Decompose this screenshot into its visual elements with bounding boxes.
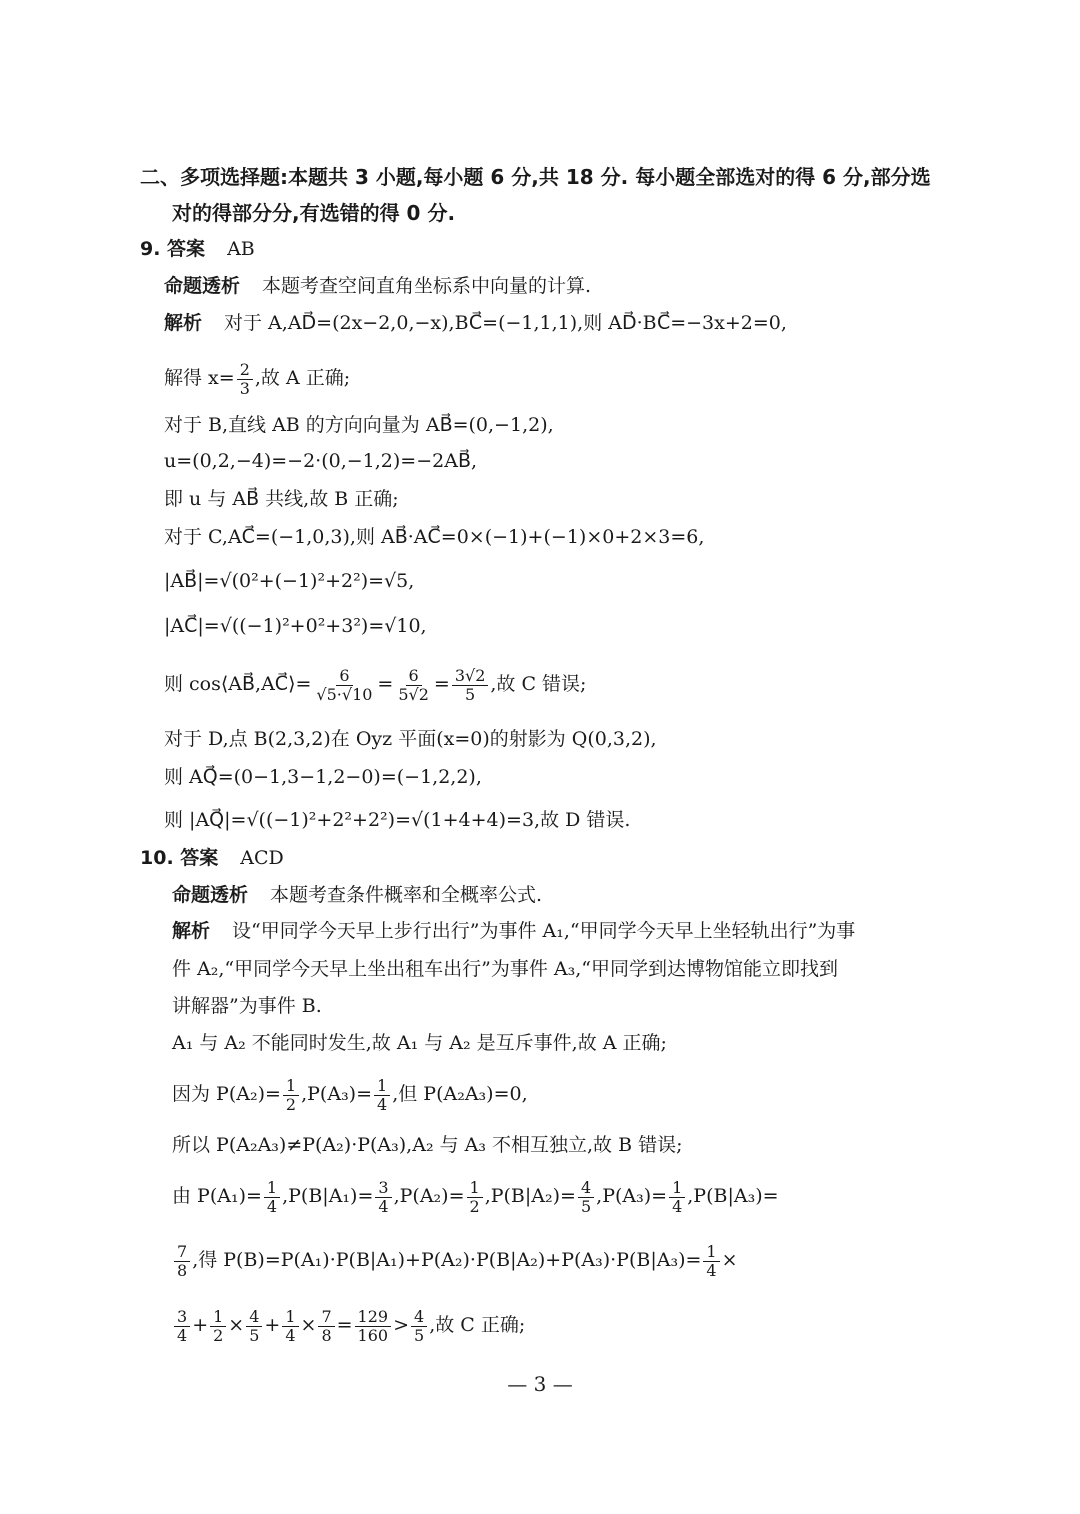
fraction: $\frac{1}{4}$ xyxy=(264,1179,280,1216)
q9-line11: 则 AQ⃗=(0−1,3−1,2−0)=(−1,2,2), xyxy=(164,766,482,788)
fraction: $\frac{4}{5}$ xyxy=(246,1308,262,1345)
q9-line10: 对于 D,点 B(2,3,2)在 Oyz 平面(x=0)的射影为 Q(0,3,2), xyxy=(164,728,657,750)
fraction: $\frac{2}{3}$ xyxy=(237,361,253,398)
q9-line12: 则 |AQ⃗|=√((−1)²+2²+2²)=√(1+4+4)=3,故 D 错误. xyxy=(164,809,631,831)
q9-line5: 即 u 与 AB⃗ 共线,故 B 正确; xyxy=(164,488,399,510)
q9-head: 9. 答案 xyxy=(140,238,206,260)
fraction: $\frac{7}{8}$ xyxy=(318,1308,334,1345)
q9-line4: u=(0,2,−4)=−2·(0,−1,2)=−2AB⃗, xyxy=(164,450,478,472)
q10-line7: 由 P(A₁)= $\frac{1}{4}$ ,P(B|A₁)= $\frac{3}{4}$ ,P(A₂)= $\frac{1}{2}$ ,P(B|A₂)= $\frac{4}{5}$ ,P(A₃)= $\frac{1}{4}$ ,P(B|A₃)= xyxy=(172,1177,779,1216)
q10-line3: 讲解器”为事件 B. xyxy=(172,995,322,1017)
q9-insight-text: 本题考查空间直角坐标系中向量的计算. xyxy=(262,275,592,297)
fraction: $\frac{1}{2}$ xyxy=(467,1179,483,1216)
fraction: $\frac{1}{4}$ xyxy=(703,1243,719,1280)
q9-line6: 对于 C,AC⃗=(−1,0,3),则 AB⃗·AC⃗=0×(−1)+(−1)×0+2×3=6, xyxy=(164,526,705,548)
q9-insight-line xyxy=(164,271,950,301)
section-heading-line1: 二、多项选择题:本题共 3 小题,每小题 6 分,共 18 分. 每小题全部选对的得 6 分,部分选 xyxy=(140,165,931,189)
q9-text-l1: 对于 A,AD⃗=(2x−2,0,−x),BC⃗=(−1,1,1),则 AD⃗·BC⃗=−3x+2=0, xyxy=(224,312,787,334)
fraction: $\frac{6}{5√2}$ xyxy=(398,665,429,704)
q10-line9: $\frac{3}{4}$ + $\frac{1}{2}$ × $\frac{4}{5}$ + $\frac{1}{4}$ × $\frac{7}{8}$ = $\frac{129}{160}$ > $\frac{4}{5}$ ,故 C 正确; xyxy=(172,1305,950,1345)
fraction: $\frac{1}{4}$ xyxy=(282,1308,298,1345)
q10-insight-label: 命题透析 xyxy=(172,884,249,906)
q10-answer-line xyxy=(140,843,950,873)
q10-line2: 件 A₂,“甲同学今天早上坐出租车出行”为事件 A₃,“甲同学到达博物馆能立即找到 xyxy=(172,958,838,980)
q10-head: 10. 答案 xyxy=(140,847,219,869)
fraction: $\frac{129}{160}$ xyxy=(355,1308,392,1345)
fraction: $\frac{3}{4}$ xyxy=(375,1179,391,1216)
section-heading-line2: 对的得部分分,有选错的得 0 分. xyxy=(172,201,456,225)
q9-insight-label: 命题透析 xyxy=(164,275,241,297)
q10-line4: A₁ 与 A₂ 不能同时发生,故 A₁ 与 A₂ 是互斥事件,故 A 正确; xyxy=(172,1032,667,1054)
q9-line9: 则 cos⟨AB⃗,AC⃗⟩= $\frac{6}{√5\cdot√10}$ = $\frac{6}{5√2}$ = $\frac{3√2}{5}$ ,故 C 错误; xyxy=(164,665,587,704)
fraction: $\frac{4}{5}$ xyxy=(578,1179,594,1216)
q9-line8: |AC⃗|=√((−1)²+0²+3²)=√10, xyxy=(164,615,427,637)
q10-answer: ACD xyxy=(240,847,284,869)
q10-analysis-label: 解析 xyxy=(172,920,211,942)
q10-analysis-line1: 解析 设“甲同学今天早上步行出行”为事件 A₁,“甲同学今天早上坐轻轨出行”为事 xyxy=(172,920,856,942)
fraction: $\frac{3}{4}$ xyxy=(174,1308,190,1345)
q9-answer: AB xyxy=(227,238,255,260)
q10-line6: 所以 P(A₂A₃)≠P(A₂)·P(A₃),A₂ 与 A₃ 不相互独立,故 B 错误; xyxy=(172,1134,683,1156)
q9-line3: 对于 B,直线 AB 的方向向量为 AB⃗=(0,−1,2), xyxy=(164,414,554,436)
q10-line5: 因为 P(A₂)= $\frac{1}{2}$ ,P(A₃)= $\frac{1}{4}$ ,但 P(A₂A₃)=0, xyxy=(172,1075,528,1114)
fraction: $\frac{6}{√5\cdot√10}$ xyxy=(316,665,373,704)
q10-insight-line xyxy=(172,880,950,910)
fraction: $\frac{1}{4}$ xyxy=(374,1077,390,1114)
fraction: $\frac{1}{2}$ xyxy=(283,1077,299,1114)
q10-insight-text: 本题考查条件概率和全概率公式. xyxy=(270,884,543,906)
q10-line8: $\frac{7}{8}$ ,得 P(B)=P(A₁)·P(B|A₁)+P(A₂)·P(B|A₂)+P(A₃)·P(B|A₃)= $\frac{1}{4}$ × xyxy=(172,1240,950,1280)
fraction: $\frac{7}{8}$ xyxy=(174,1243,190,1280)
page-number: — 3 — xyxy=(507,1372,573,1396)
fraction: $\frac{1}{4}$ xyxy=(669,1179,685,1216)
fraction: $\frac{1}{2}$ xyxy=(210,1308,226,1345)
q9-line2: 解得 x= $\frac{2}{3}$ ,故 A 正确; xyxy=(164,359,351,398)
fraction: $\frac{4}{5}$ xyxy=(411,1308,427,1345)
q9-answer-line xyxy=(140,234,950,264)
q9-line7: |AB⃗|=√(0²+(−1)²+2²)=√5, xyxy=(164,570,415,592)
q9-analysis-label: 解析 xyxy=(164,312,203,334)
q9-analysis-line1 xyxy=(164,308,950,338)
fraction: $\frac{3√2}{5}$ xyxy=(452,667,489,704)
